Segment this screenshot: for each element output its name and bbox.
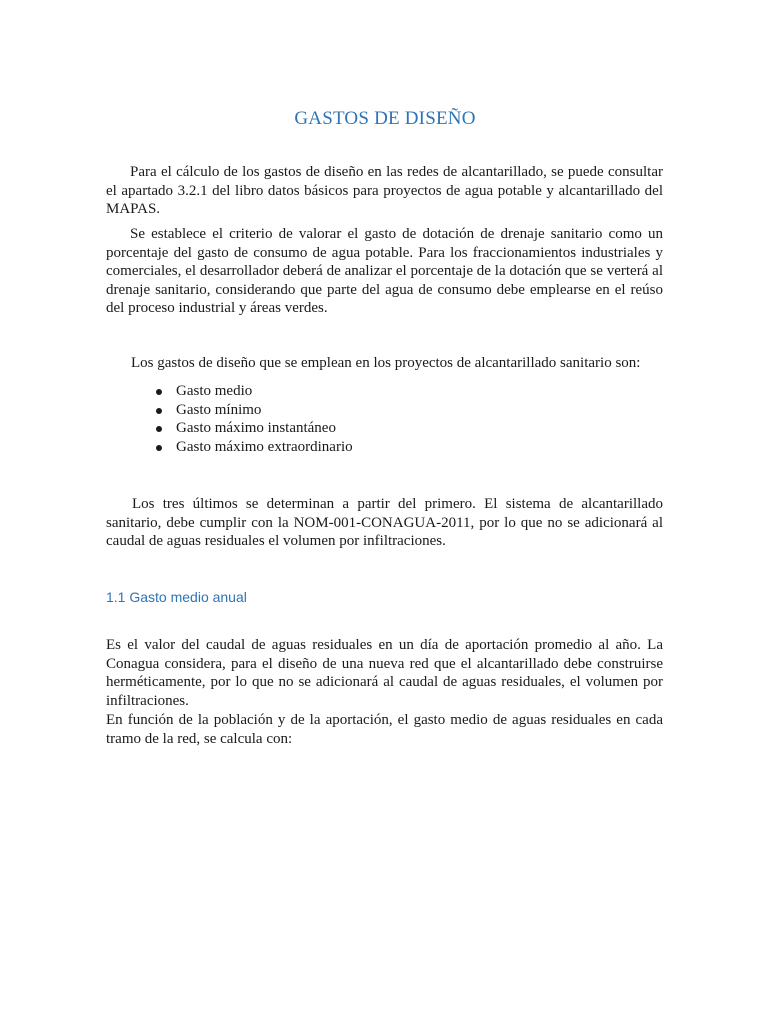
paragraph-gasto-medio-formula-intro: En función de la población y de la aportación, el gasto medio de aguas residuales en cada tramo de la red, se calcula con:	[106, 712, 663, 747]
list-item-label: Gasto máximo instantáneo	[176, 420, 336, 437]
bullet-list	[152, 382, 353, 456]
bullet-icon	[156, 408, 162, 414]
list-item-label: Gasto máximo extraordinario	[176, 438, 353, 455]
paragraph-criteria: Se establece el criterio de valorar el gasto de dotación de drenaje sanitario como un porcentaje del gasto de consumo de agua potable. Para los fraccionamientos industriales y comerciales, el desarrollador deberá de analizar el porcentaje de la dotación que se verterá al drenaje sanitario, considerando que parte del agua de consumo debe emplearse en el reúso del proceso industrial y áreas verdes.	[106, 226, 663, 317]
paragraph-gasto-medio-definition: Es el valor del caudal de aguas residuales en un día de aportación promedio al año. La Conagua considera, para el diseño de una nueva red que el alcantarillado debe construirse herméticamente, por lo que no se adicionará al caudal de aguas residuales, el volumen por infiltraciones.	[106, 637, 663, 709]
paragraph-intro: Para el cálculo de los gastos de diseño en las redes de alcantarillado, se puede consultar el apartado 3.2.1 del libro datos básicos para proyectos de agua potable y alcantarillado del MAPAS.	[106, 164, 663, 218]
paragraph-list-intro: Los gastos de diseño que se emplean en los proyectos de alcantarillado sanitario son:	[131, 355, 641, 371]
list-item-label: Gasto medio	[176, 383, 253, 399]
list-item-label: Gasto mínimo	[176, 401, 262, 418]
list-item	[152, 438, 353, 457]
bullet-icon	[156, 426, 162, 432]
bullet-icon	[156, 445, 162, 451]
section-heading: 1.1 Gasto medio anual	[106, 589, 247, 605]
paragraph-derived-gastos: Los tres últimos se determinan a partir del primero. El sistema de alcantarillado sanitario, debe cumplir con la NOM-001-CONAGUA-2011, por lo que no se adicionará al caudal de aguas residuales el volumen por infiltraciones.	[106, 496, 663, 550]
list-item	[152, 401, 353, 420]
bullet-icon	[156, 389, 162, 395]
list-item	[152, 382, 353, 401]
list-item	[152, 419, 353, 438]
page-title: GASTOS DE DISEÑO	[294, 108, 476, 129]
